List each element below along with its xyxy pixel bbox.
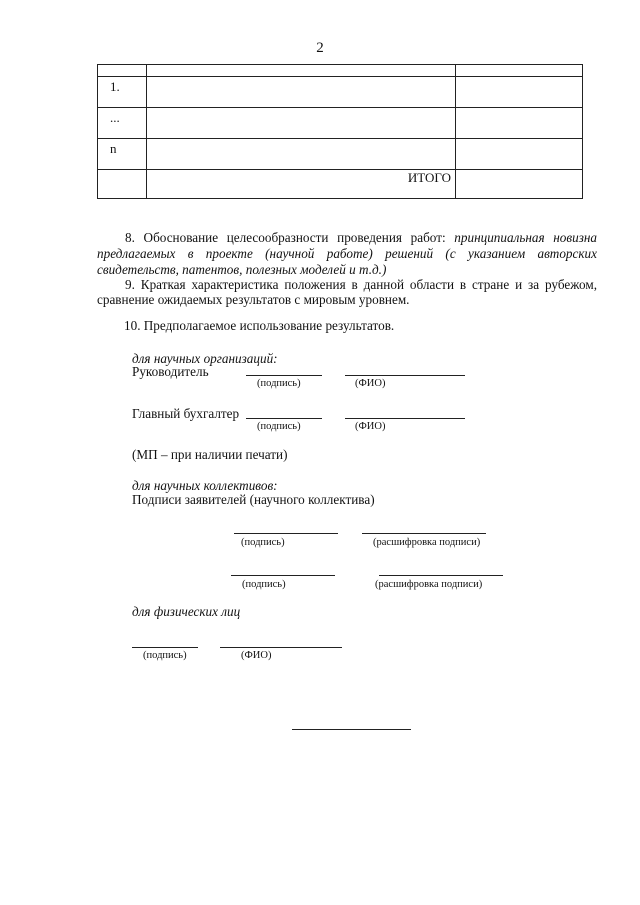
collective2-decoding-caption: (расшифровка подписи): [375, 579, 483, 590]
accountant-signature-caption: (подпись): [257, 421, 301, 432]
collective1-signature-caption: (подпись): [241, 537, 285, 548]
collective2-signature-line: [231, 575, 335, 576]
row-text: [147, 77, 456, 108]
item9-line2: сравнение ожидаемых результатов с мировым уровнем.: [97, 292, 410, 307]
row-number: 1.: [98, 77, 147, 108]
total-label: ИТОГО: [147, 170, 456, 199]
accountant-label: Главный бухгалтер: [132, 406, 240, 421]
collective1-decoding-caption: (расшифровка подписи): [373, 537, 481, 548]
row-value: [456, 139, 583, 170]
item8-line3: свидетельств, патентов, полезных моделей и т.д.): [97, 262, 387, 277]
row-number: n: [98, 139, 147, 170]
table-header-cell: [147, 65, 456, 77]
row-text: [147, 139, 456, 170]
collectives-signatures-title: Подписи заявителей (научного коллектива): [132, 492, 375, 507]
item8-italic: принципиальная новизна: [454, 230, 598, 245]
accountant-signature-line: [246, 418, 322, 419]
item8-text: 8. Обоснование целесообразности проведения работ:: [125, 230, 446, 245]
table-row: [98, 108, 583, 139]
row-text: [147, 108, 456, 139]
total-empty-cell: [98, 170, 147, 199]
director-signature-line: [246, 375, 322, 376]
collective1-decoding-line: [362, 533, 486, 534]
stamp-note: (МП – при наличии печати): [132, 447, 288, 462]
individual-name-caption: (ФИО): [241, 650, 272, 661]
table-header-cell: [456, 65, 583, 77]
table-row: [98, 139, 583, 170]
director-name-line: [345, 375, 465, 376]
director-signature-caption: (подпись): [257, 378, 301, 389]
page-number: 2: [316, 40, 324, 56]
director-name-caption: (ФИО): [355, 378, 386, 389]
collective1-signature-line: [234, 533, 338, 534]
table-row: [98, 77, 583, 108]
total-value: [456, 170, 583, 199]
table-header-row: [98, 65, 583, 77]
item10: 10. Предполагаемое использование результатов.: [124, 318, 395, 333]
row-value: [456, 77, 583, 108]
accountant-name-line: [345, 418, 465, 419]
collective2-decoding-line: [379, 575, 503, 576]
item9-line1: 9. Краткая характеристика положения в данной области в стране и за рубежом,: [125, 277, 597, 292]
individual-signature-caption: (подпись): [143, 650, 187, 661]
row-value: [456, 108, 583, 139]
scientific-orgs-heading: для научных организаций:: [132, 351, 278, 366]
item8-line1: [97, 230, 597, 246]
director-label: Руководитель: [132, 364, 209, 379]
collectives-heading: для научных коллективов:: [132, 478, 278, 493]
individual-name-line: [220, 647, 342, 648]
row-number: ...: [98, 108, 147, 139]
accountant-name-caption: (ФИО): [355, 421, 386, 432]
individual-signature-line: [132, 647, 198, 648]
table-total-row: [98, 170, 583, 199]
collective2-signature-caption: (подпись): [242, 579, 286, 590]
cost-table: [97, 64, 583, 199]
table-header-cell: [98, 65, 147, 77]
individuals-heading: для физических лиц: [132, 604, 241, 619]
item8-line2: предлагаемых в проекте (научной работе) решений (с указанием авторских: [97, 246, 597, 261]
end-of-document-line: [292, 729, 411, 730]
